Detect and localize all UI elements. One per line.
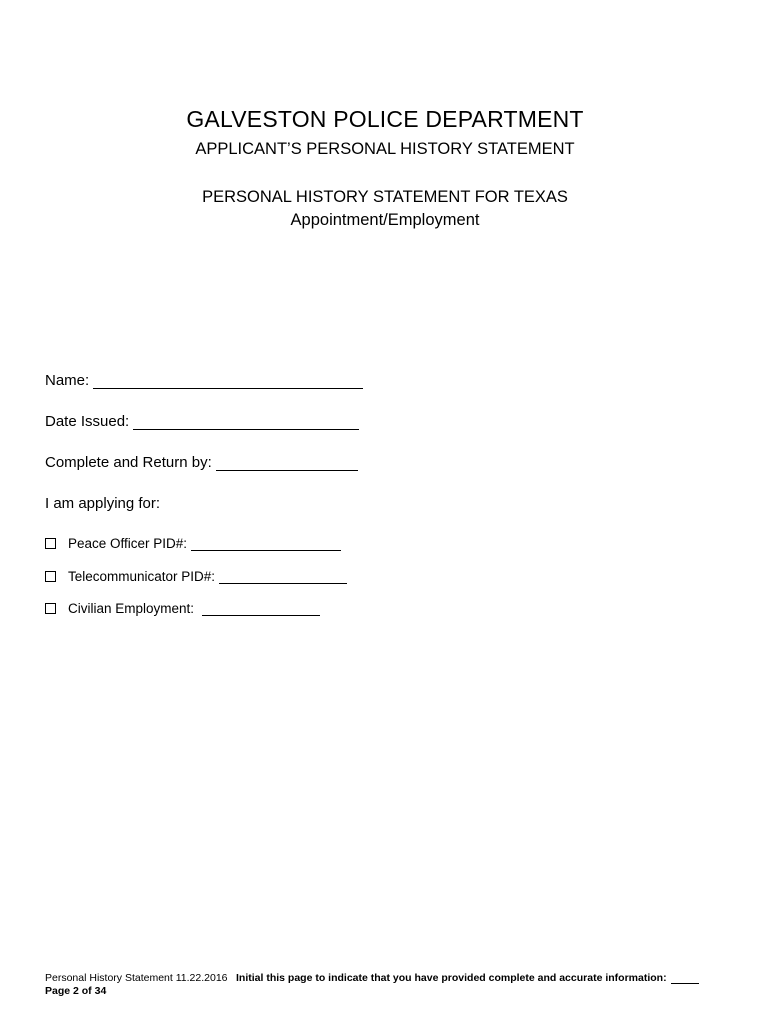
complete-return-field-row — [45, 454, 358, 471]
department-title: GALVESTON POLICE DEPARTMENT — [186, 106, 584, 132]
peace-officer-pid-input-line[interactable] — [191, 538, 341, 551]
civilian-employment-checkbox[interactable] — [45, 603, 56, 614]
statement-subtitle: Appointment/Employment — [290, 211, 480, 229]
date-issued-label: Date Issued: — [45, 413, 130, 430]
form-subtitle: APPLICANT’S PERSONAL HISTORY STATEMENT — [195, 140, 575, 158]
civilian-employment-input-line[interactable] — [202, 603, 320, 616]
date-issued-input-line[interactable] — [133, 415, 359, 430]
applying-for-label: I am applying for: — [45, 495, 161, 512]
complete-return-input-line[interactable] — [216, 456, 358, 471]
footer-initial-prompt: Initial this page to indicate that you have provided complete and accurate information: — [236, 972, 667, 984]
initial-input-line[interactable] — [671, 973, 699, 984]
peace-officer-label: Peace Officer PID#: — [68, 536, 188, 551]
telecommunicator-label: Telecommunicator PID#: — [68, 569, 216, 584]
option-peace-officer — [45, 536, 341, 551]
date-issued-field-row — [45, 413, 359, 430]
footer-page-number: Page 2 of 34 — [45, 985, 107, 997]
name-input-line[interactable] — [93, 374, 363, 389]
peace-officer-checkbox[interactable] — [45, 538, 56, 549]
telecommunicator-checkbox[interactable] — [45, 571, 56, 582]
footer-doc-version: Personal History Statement 11.22.2016 — [45, 972, 228, 984]
footer-initial-prompt-row — [236, 972, 699, 984]
option-civilian-employment — [45, 601, 320, 616]
name-label: Name: — [45, 372, 90, 389]
statement-title: PERSONAL HISTORY STATEMENT FOR TEXAS — [202, 188, 568, 206]
complete-return-label: Complete and Return by: — [45, 454, 212, 471]
civilian-employment-label: Civilian Employment: — [68, 601, 195, 616]
option-telecommunicator — [45, 569, 347, 584]
telecommunicator-pid-input-line[interactable] — [219, 571, 347, 584]
name-field-row — [45, 372, 363, 389]
